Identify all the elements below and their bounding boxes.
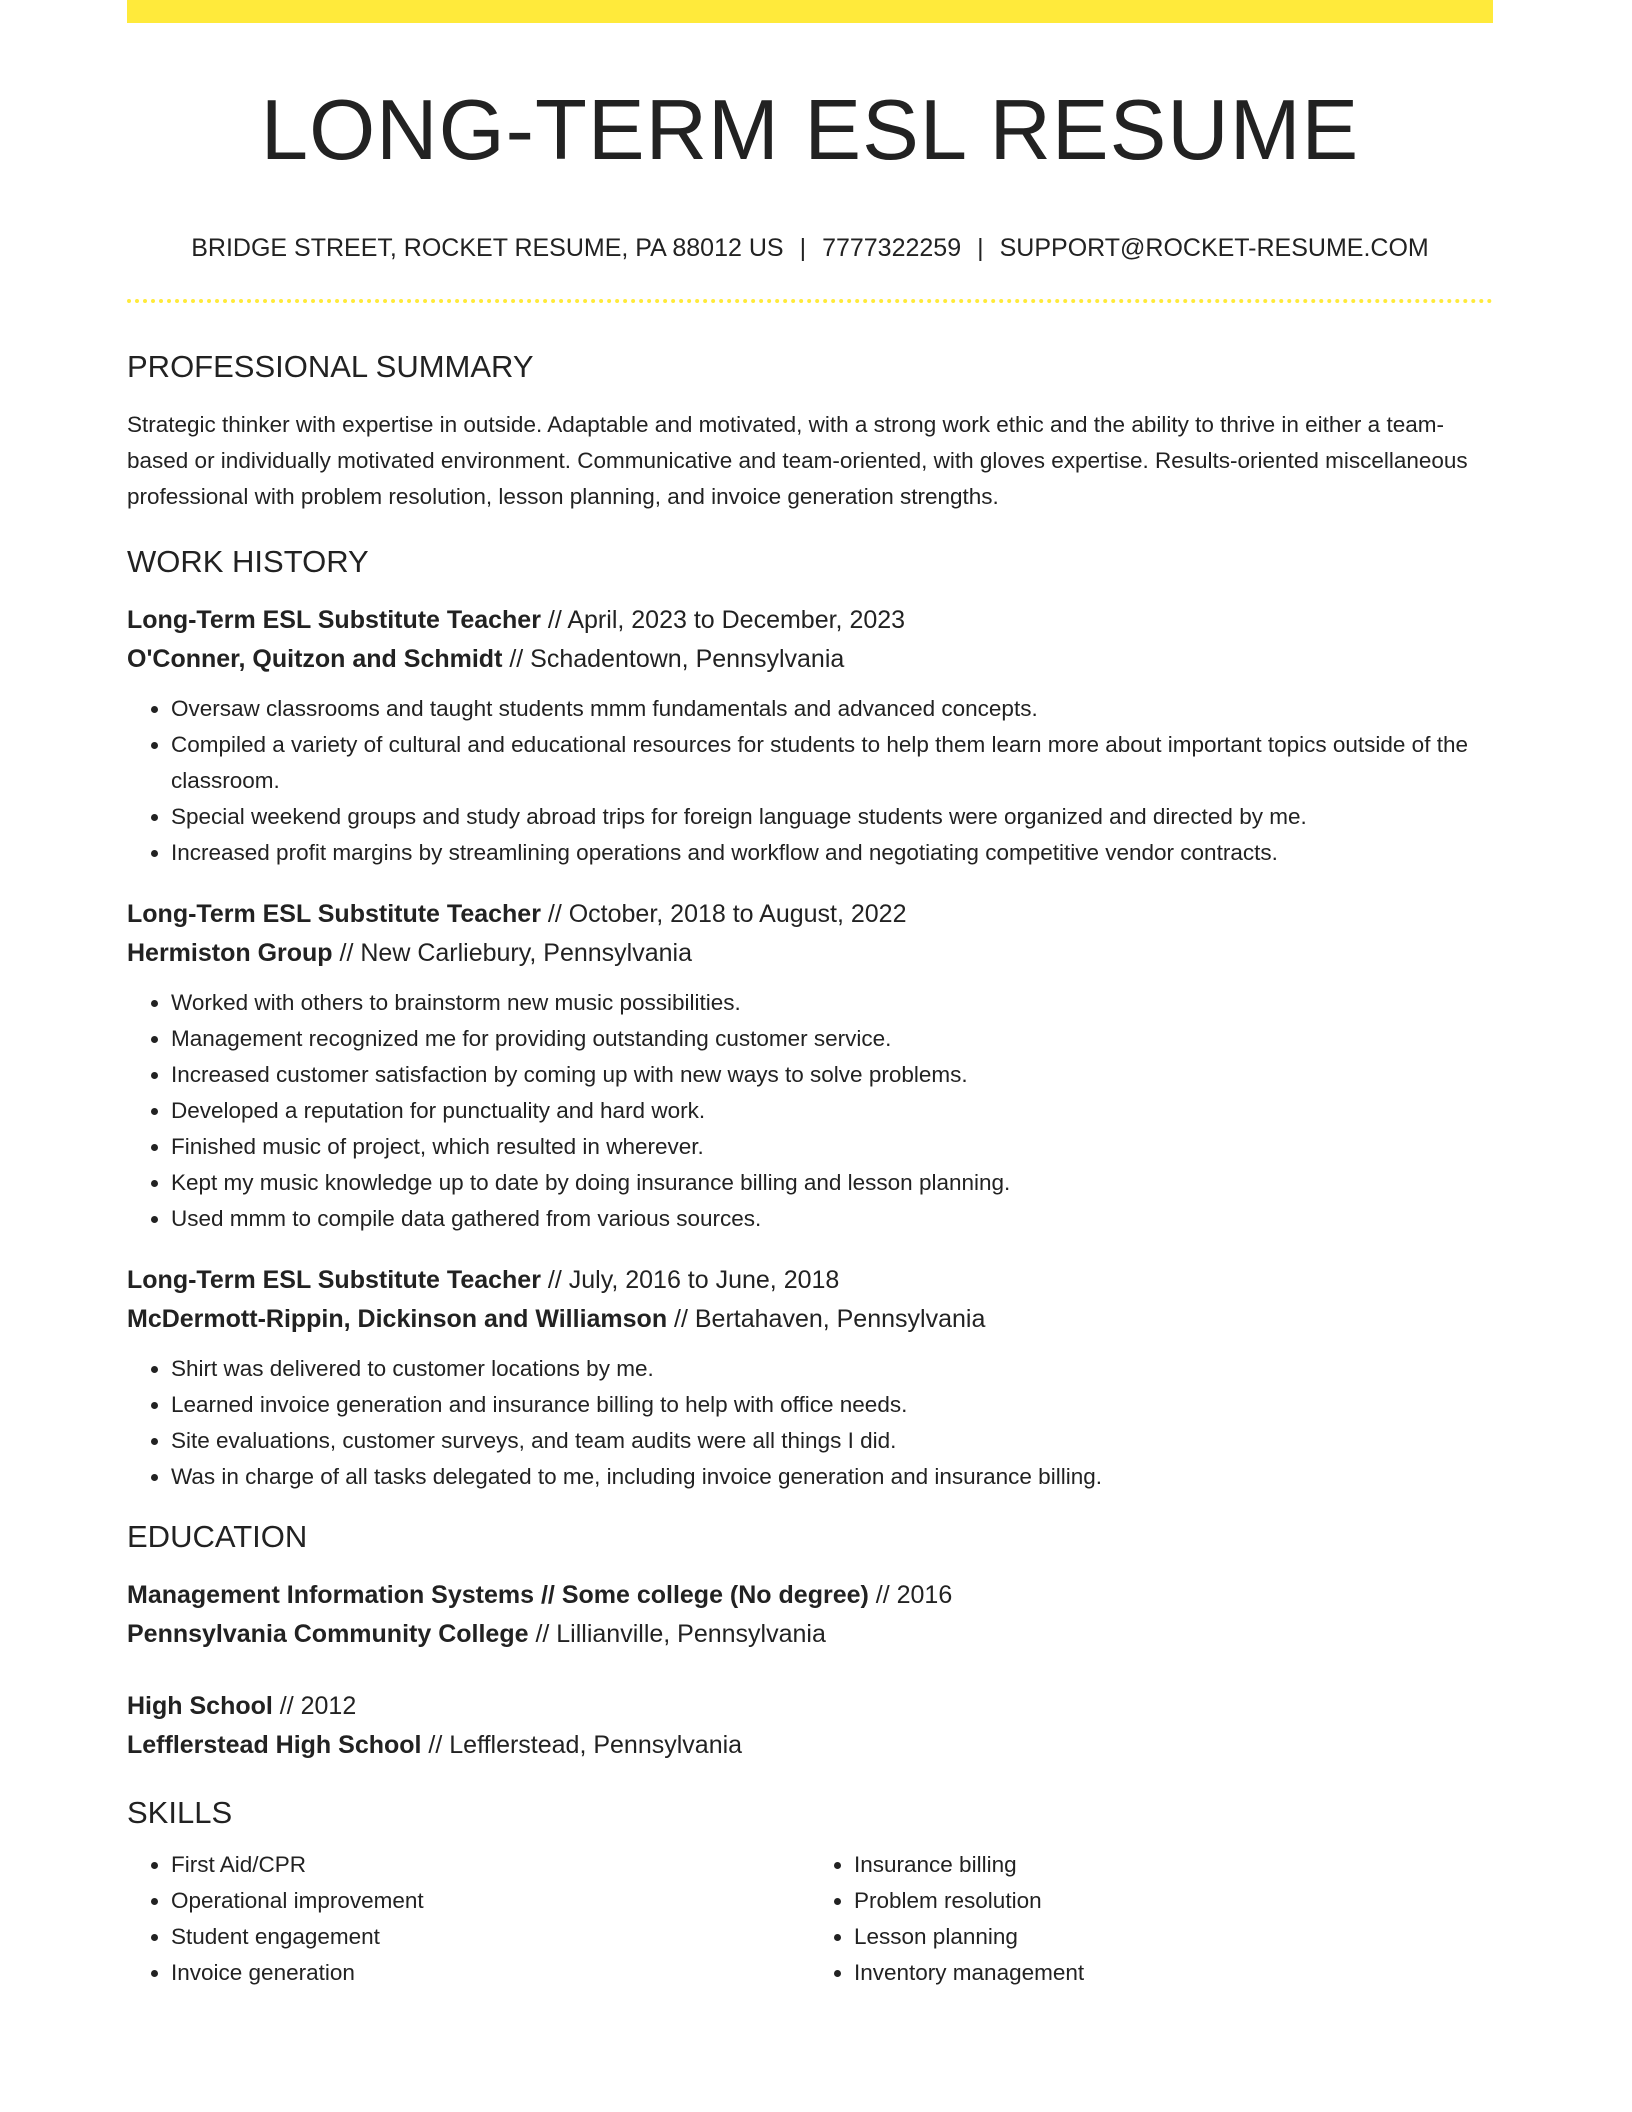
skill-item: • Student engagement	[171, 1919, 810, 1955]
work-history-heading: WORK HISTORY	[127, 544, 369, 579]
job-location: // Bertahaven, Pennsylvania	[667, 1305, 986, 1333]
job-bullet: • Management recognized me for providing outstanding customer service.	[171, 1021, 1493, 1057]
job-title-line	[127, 601, 1493, 640]
education-school: Lefflerstead High School	[127, 1731, 422, 1759]
job-location: // Schadentown, Pennsylvania	[502, 645, 845, 673]
job-bullet: • Increased customer satisfaction by coming up with new ways to solve problems.	[171, 1057, 1493, 1093]
contact-address: BRIDGE STREET, ROCKET RESUME, PA 88012 US	[191, 234, 784, 262]
education-section	[127, 1517, 1493, 1765]
job-entry	[127, 1261, 1493, 1495]
accent-top-bar	[127, 0, 1493, 23]
education-location: // Lefflerstead, Pennsylvania	[421, 1731, 743, 1759]
job-bullet: • Learned invoice generation and insurance billing to help with office needs.	[171, 1387, 1493, 1423]
job-title: Long-Term ESL Substitute Teacher	[127, 900, 541, 928]
contact-phone: 7777322259	[822, 234, 962, 262]
resume-title: LONG-TERM ESL RESUME	[260, 83, 1360, 178]
education-degree-line	[127, 1687, 1493, 1726]
skill-item: • Invoice generation	[171, 1955, 810, 1991]
job-title-line	[127, 895, 1493, 934]
education-heading: EDUCATION	[127, 1519, 308, 1554]
job-bullet: • Was in charge of all tasks delegated to me, including invoice generation and insurance billing.	[171, 1459, 1493, 1495]
job-title-line	[127, 1261, 1493, 1300]
job-location: // New Carliebury, Pennsylvania	[332, 939, 692, 967]
summary-heading: PROFESSIONAL SUMMARY	[127, 349, 534, 384]
education-degree: Management Information Systems // Some college (No degree)	[127, 1581, 869, 1609]
education-degree-line	[127, 1576, 1493, 1615]
job-dates: // July, 2016 to June, 2018	[540, 1266, 840, 1294]
skill-item: • First Aid/CPR	[171, 1847, 810, 1883]
job-bullet: • Shirt was delivered to customer locations by me.	[171, 1351, 1493, 1387]
job-title: Long-Term ESL Substitute Teacher	[127, 1266, 541, 1294]
job-bullets	[127, 691, 1493, 871]
job-bullet: • Increased profit margins by streamlining operations and workflow and negotiating competitive vendor contracts.	[171, 835, 1493, 871]
job-bullet: • Developed a reputation for punctuality and hard work.	[171, 1093, 1493, 1129]
education-degree: High School	[127, 1692, 273, 1720]
education-year: // 2012	[272, 1692, 357, 1720]
job-bullet: • Site evaluations, customer surveys, and team audits were all things I did.	[171, 1423, 1493, 1459]
job-bullet: • Used mmm to compile data gathered from various sources.	[171, 1201, 1493, 1237]
job-bullet: • Finished music of project, which resulted in wherever.	[171, 1129, 1493, 1165]
job-bullets	[127, 1351, 1493, 1495]
education-school-line	[127, 1615, 1493, 1654]
job-company-line	[127, 934, 1493, 973]
job-title: Long-Term ESL Substitute Teacher	[127, 606, 541, 634]
job-company-line	[127, 1300, 1493, 1339]
summary-text: Strategic thinker with expertise in outside. Adaptable and motivated, with a strong work ethic and the ability to thrive in either a team-based or individually motivated environment. Communicative and team-oriented, with gloves expertise. Results-oriented miscellaneous professional with problem resolution, lesson planning, and invoice generation strengths.	[127, 412, 1468, 509]
job-company: Hermiston Group	[127, 939, 333, 967]
skill-item: • Problem resolution	[854, 1883, 1493, 1919]
job-dates: // April, 2023 to December, 2023	[540, 606, 906, 634]
skill-item: • Insurance billing	[854, 1847, 1493, 1883]
skill-item: • Inventory management	[854, 1955, 1493, 1991]
job-entry	[127, 601, 1493, 871]
work-history-section	[127, 542, 1493, 1495]
job-entry	[127, 895, 1493, 1237]
education-entry	[127, 1576, 1493, 1654]
education-entry	[127, 1687, 1493, 1765]
education-school: Pennsylvania Community College	[127, 1620, 529, 1648]
job-dates: // October, 2018 to August, 2022	[540, 900, 907, 928]
contact-separator: |	[977, 234, 984, 262]
job-bullet: • Compiled a variety of cultural and educational resources for students to help them learn more about important topics outside of the classroom.	[171, 727, 1493, 799]
job-bullet: • Worked with others to brainstorm new music possibilities.	[171, 985, 1493, 1021]
job-bullet: • Special weekend groups and study abroad trips for foreign language students were organized and directed by me.	[171, 799, 1493, 835]
dotted-divider	[127, 299, 1493, 303]
skills-heading: SKILLS	[127, 1795, 233, 1830]
contact-email: SUPPORT@ROCKET-RESUME.COM	[999, 234, 1429, 262]
job-bullet: • Kept my music knowledge up to date by doing insurance billing and lesson planning.	[171, 1165, 1493, 1201]
contact-line	[127, 231, 1493, 265]
job-bullets	[127, 985, 1493, 1237]
skills-columns	[127, 1847, 1493, 1991]
job-bullet: • Oversaw classrooms and taught students mmm fundamentals and advanced concepts.	[171, 691, 1493, 727]
skills-list-left	[127, 1847, 810, 1991]
education-school-line	[127, 1726, 1493, 1765]
resume-content	[127, 0, 1493, 1991]
summary-section	[127, 347, 1493, 515]
education-year: // 2016	[868, 1581, 953, 1609]
job-company-line	[127, 640, 1493, 679]
job-company: O'Conner, Quitzon and Schmidt	[127, 645, 503, 673]
skills-list-right	[810, 1847, 1493, 1991]
skill-item: • Lesson planning	[854, 1919, 1493, 1955]
education-location: // Lillianville, Pennsylvania	[528, 1620, 826, 1648]
job-company: McDermott-Rippin, Dickinson and Williamson	[127, 1305, 668, 1333]
contact-separator: |	[799, 234, 807, 262]
skills-section	[127, 1793, 1493, 1991]
skill-item: • Operational improvement	[171, 1883, 810, 1919]
